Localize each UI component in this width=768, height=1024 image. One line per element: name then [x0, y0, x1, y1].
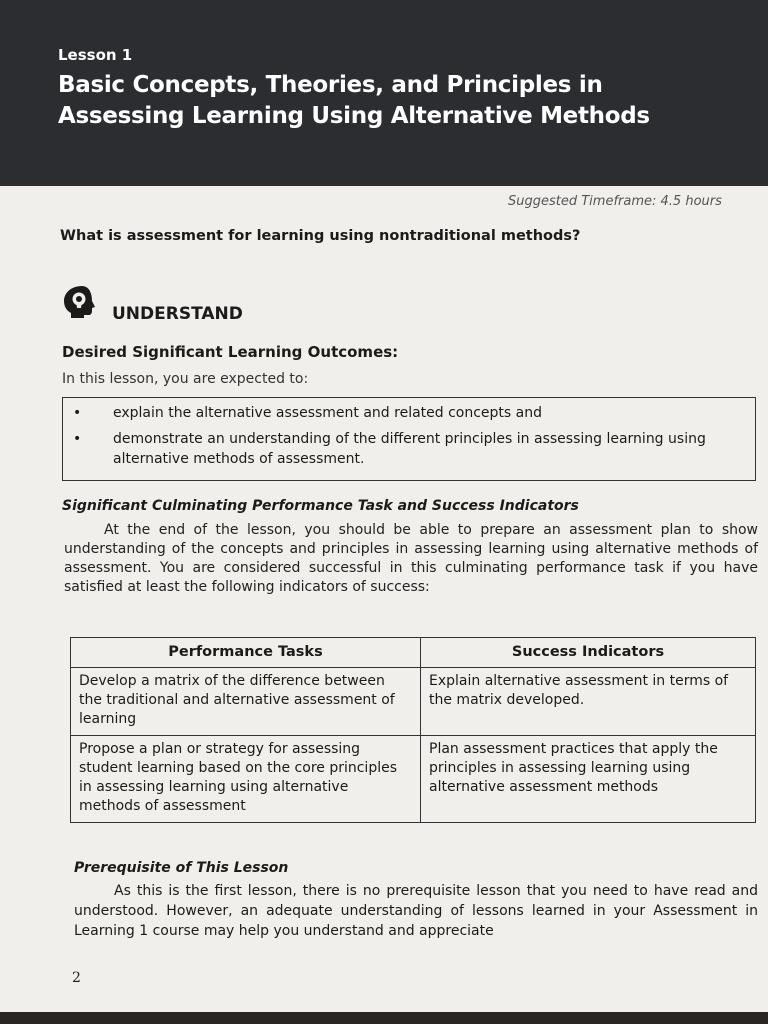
outcomes-heading: Desired Significant Learning Outcomes:	[62, 343, 399, 361]
table-cell: Develop a matrix of the difference between the traditional and alternative assessment of learning	[71, 668, 421, 736]
paragraph-text: As this is the first lesson, there is no prerequisite lesson that you need to have read and understood. However, an adequate understanding of lessons learned in your Assessment in Learning 1 course may help you understand and appreciate	[74, 883, 758, 939]
understand-section-label: UNDERSTAND	[112, 304, 243, 324]
bullet-dot: •	[73, 431, 82, 447]
head-lightbulb-icon	[62, 284, 102, 320]
table-row	[71, 668, 756, 736]
lesson-number: Lesson 1	[58, 46, 133, 64]
culminating-task-paragraph	[64, 521, 758, 597]
outcome-text: explain the alternative assessment and related concepts and	[113, 405, 543, 421]
table-cell: Propose a plan or strategy for assessing student learning based on the core principles in assessing learning using alternative methods of assessment	[71, 736, 421, 823]
culminating-task-heading: Significant Culminating Performance Task and Success Indicators	[62, 498, 579, 514]
paragraph-text: At the end of the lesson, you should be able to prepare an assessment plan to show understanding of the concepts and principles in assessing learning using alternative methods of assessment. You are considered successful in this culminating performance task if you have satisfied at least the following indicators of success:	[64, 522, 758, 595]
performance-tasks-table	[70, 637, 756, 823]
outcomes-intro: In this lesson, you are expected to:	[62, 371, 309, 387]
column-header-success-indicators: Success Indicators	[421, 638, 756, 668]
lesson-header-banner	[0, 0, 768, 186]
outcomes-list-box	[62, 397, 756, 481]
table-cell: Explain alternative assessment in terms of the matrix developed.	[421, 668, 756, 736]
column-header-performance-tasks: Performance Tasks	[71, 638, 421, 668]
bullet-dot: •	[73, 405, 82, 421]
prerequisite-paragraph	[74, 881, 758, 941]
lesson-title: Basic Concepts, Theories, and Principles in Assessing Learning Using Alternative Methods	[58, 72, 650, 129]
table-header-row	[71, 638, 756, 668]
suggested-timeframe: Suggested Timeframe: 4.5 hours	[508, 194, 722, 209]
prerequisite-heading: Prerequisite of This Lesson	[74, 860, 289, 876]
table-row	[71, 736, 756, 823]
guiding-question: What is assessment for learning using nontraditional methods?	[60, 228, 581, 244]
page-number: 2	[72, 970, 81, 986]
outcome-text: demonstrate an understanding of the different principles in assessing learning using alternative methods of assessment.	[113, 431, 706, 467]
table-cell: Plan assessment practices that apply the principles in assessing learning using alternative assessment methods	[421, 736, 756, 823]
